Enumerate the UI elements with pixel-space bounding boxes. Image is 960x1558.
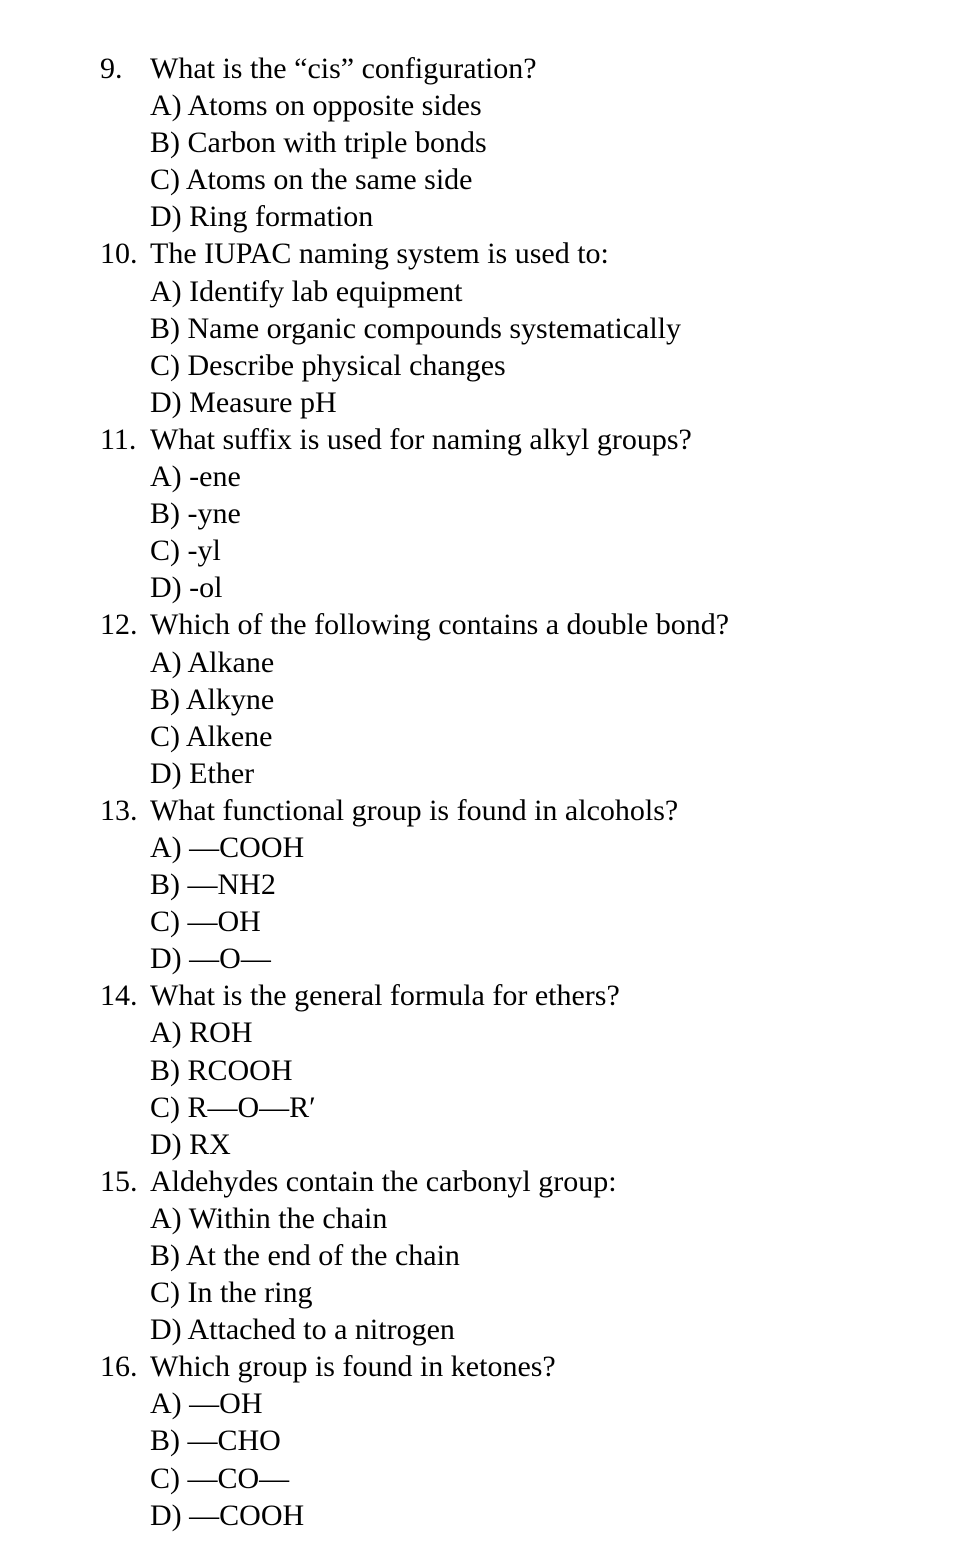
option-b: B) At the end of the chain [150,1239,460,1272]
option-a: A) Atoms on opposite sides [150,89,482,123]
question-text: The IUPAC naming system is used to: [150,237,609,271]
question-text: Aldehydes contain the carbonyl group: [150,1164,617,1198]
question-stem [100,977,920,1014]
question-number: 9. [100,52,123,85]
question-16 [100,1348,920,1533]
question-number: 13. [100,793,138,827]
option-d: D) —COOH [150,1498,305,1532]
question-number: 16. [100,1350,138,1384]
option-c: C) —OH [150,905,261,939]
question-stem [100,235,920,272]
question-stem [100,792,920,829]
option-b: B) Name organic compounds systematically [150,311,681,345]
option-a: A) Within the chain [150,1201,388,1235]
option-c: C) Atoms on the same side [150,163,473,197]
option-a: A) ROH [150,1016,253,1050]
option-d: D) RX [150,1127,231,1161]
option-b: B) —NH2 [150,868,276,902]
question-number: 12. [100,608,138,642]
question-stem [100,606,920,643]
question-10 [100,235,920,420]
question-text: What is the general formula for ethers? [150,979,620,1013]
question-stem [100,1163,920,1200]
option-b: B) RCOOH [150,1053,293,1087]
question-number: 11. [100,422,137,456]
question-text: What functional group is found in alcohols? [150,793,679,827]
option-d: D) Ether [150,756,255,790]
option-b: B) -yne [150,497,241,531]
question-number: 10. [100,237,138,271]
question-number: 14. [100,979,138,1013]
question-stem [100,421,920,458]
option-d: D) Ring formation [150,200,374,234]
option-a: A) -ene [150,460,241,494]
option-a: A) Alkane [150,645,275,679]
option-c: C) Alkene [150,719,273,753]
question-text: What suffix is used for naming alkyl groups? [150,422,692,456]
question-14 [100,977,920,1162]
question-number: 15. [100,1164,138,1198]
option-b: B) Carbon with triple bonds [150,126,487,160]
option-c: C) Describe physical changes [150,348,506,382]
option-a: A) —COOH [150,830,305,864]
option-c: C) -yl [150,534,221,568]
option-c: C) —CO— [150,1461,290,1495]
option-c: C) In the ring [150,1276,313,1310]
option-a: A) —OH [150,1387,263,1421]
question-11 [100,421,920,606]
option-d: D) -ol [150,571,223,605]
question-text: Which group is found in ketones? [150,1350,556,1384]
question-text: What is the “cis” configuration? [150,52,537,85]
question-9 [100,50,920,235]
option-b: B) Alkyne [150,682,275,716]
option-d: D) —O— [150,942,271,976]
option-c: C) R—O—R′ [150,1090,316,1124]
question-12 [100,606,920,791]
question-13 [100,792,920,977]
question-15 [100,1163,920,1348]
option-d: D) Attached to a nitrogen [150,1313,455,1347]
question-list [100,50,920,1534]
question-stem [100,50,920,87]
option-b: B) —CHO [150,1424,281,1458]
option-d: D) Measure pH [150,385,337,419]
question-stem [100,1348,920,1385]
question-text: Which of the following contains a double bond? [150,608,730,642]
option-a: A) Identify lab equipment [150,274,463,308]
